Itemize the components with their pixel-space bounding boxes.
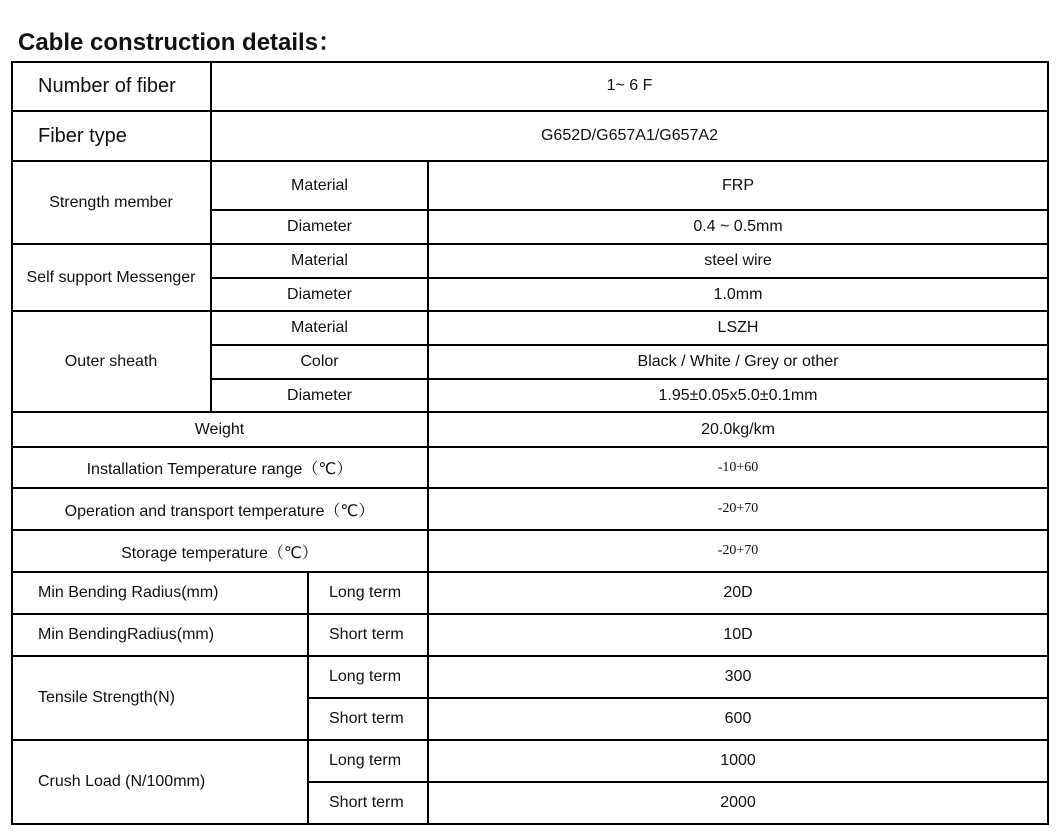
- crush-short-value: 2000: [720, 794, 756, 811]
- messenger-diameter-label: Diameter: [287, 285, 352, 303]
- outer-sheath-color-value: Black / White / Grey or other: [637, 353, 839, 370]
- table-border-right: [1047, 61, 1049, 825]
- operation-temp-label: Operation and transport temperature（℃）: [64, 502, 375, 520]
- messenger-material-value: steel wire: [704, 252, 772, 269]
- fiber-type-value: G652D/G657A1/G657A2: [540, 127, 718, 144]
- outer-sheath-material-value: LSZH: [717, 319, 759, 336]
- weight-label: Weight: [194, 420, 245, 438]
- strength-member-material-value: FRP: [722, 176, 754, 194]
- installation-temp-label: Installation Temperature range（℃）: [86, 461, 353, 478]
- min-bend-long-value: 20D: [723, 584, 753, 601]
- strength-member-label: Strength member: [49, 193, 173, 211]
- number-of-fiber-label: Number of fiber: [38, 74, 176, 97]
- tensile-short-term: Short term: [329, 710, 404, 727]
- min-bend-short-value: 10D: [723, 626, 753, 643]
- storage-temp-label: Storage temperature（℃）: [121, 544, 318, 562]
- crush-short-term: Short term: [329, 794, 404, 811]
- number-of-fiber-value: 1~ 6 F: [606, 77, 653, 94]
- table-border-bottom: [11, 823, 1049, 825]
- tensile-long-value: 300: [724, 668, 752, 685]
- messenger-label: Self support Messenger: [26, 268, 196, 286]
- crush-long-value: 1000: [720, 752, 756, 769]
- strength-member-diameter-label: Diameter: [287, 218, 352, 235]
- min-bend-short-label: Min BendingRadius(mm): [38, 626, 215, 643]
- outer-sheath-diameter-value: 1.95±0.05x5.0±0.1mm: [658, 386, 818, 404]
- crush-long-term: Long term: [329, 752, 402, 769]
- messenger-material-label: Material: [291, 252, 348, 269]
- operation-temp-value: -20+70: [717, 501, 759, 516]
- tensile-short-value: 600: [724, 710, 752, 727]
- min-bend-short-term: Short term: [329, 626, 404, 643]
- installation-temp-value: -10+60: [717, 459, 759, 475]
- outer-sheath-color-label: Color: [300, 353, 339, 370]
- tensile-long-term: Long term: [329, 668, 402, 685]
- messenger-diameter-value: 1.0mm: [713, 285, 763, 303]
- outer-sheath-material-label: Material: [291, 319, 348, 336]
- page-title: Cable construction details：: [18, 29, 343, 56]
- tensile-strength-label: Tensile Strength(N): [38, 689, 175, 706]
- outer-sheath-diameter-label: Diameter: [287, 386, 352, 404]
- fiber-type-label: Fiber type: [38, 124, 127, 147]
- weight-value: 20.0kg/km: [701, 420, 775, 438]
- min-bend-long-label: Min Bending Radius(mm): [38, 584, 219, 601]
- outer-sheath-label: Outer sheath: [64, 352, 158, 370]
- min-bend-long-term: Long term: [329, 584, 402, 601]
- strength-member-material-label: Material: [291, 176, 348, 194]
- strength-member-diameter-value: 0.4 ~ 0.5mm: [693, 218, 783, 235]
- storage-temp-value: -20+70: [717, 543, 759, 558]
- crush-load-label: Crush Load (N/100mm): [38, 773, 206, 790]
